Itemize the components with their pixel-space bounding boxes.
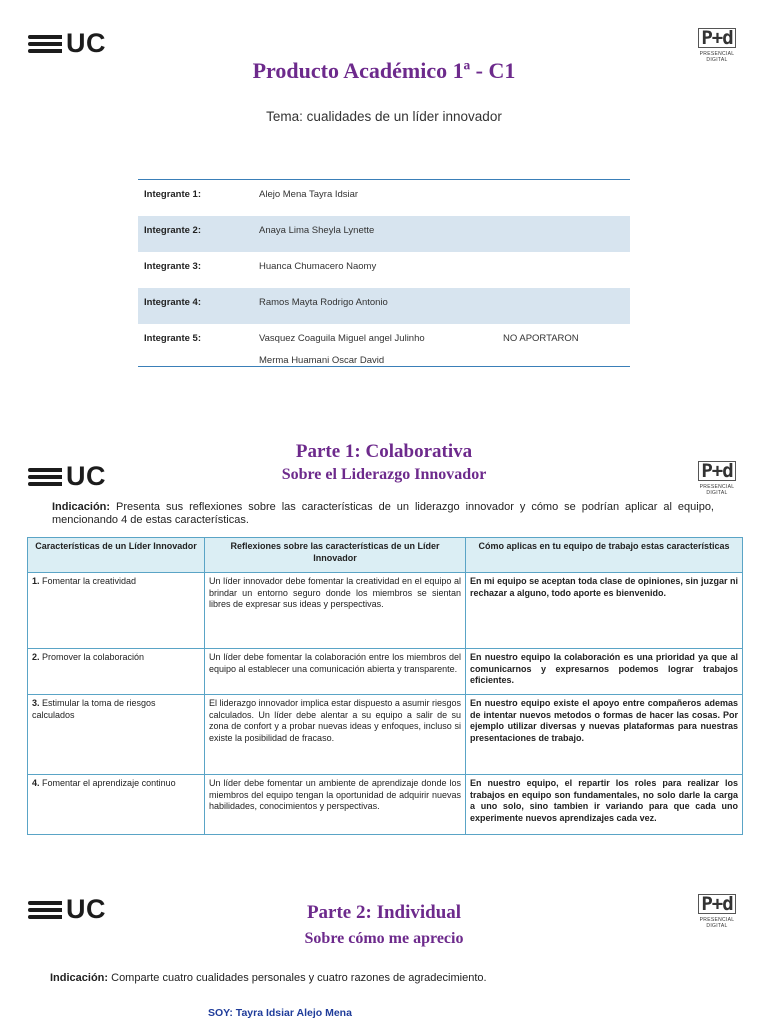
member-label: Integrante 4: bbox=[144, 297, 202, 308]
members-table bbox=[138, 179, 630, 367]
characteristic-cell bbox=[28, 695, 205, 775]
member-name: Ramos Mayta Rodrigo Antonio bbox=[259, 297, 388, 308]
reflection-cell: Un líder debe fomentar un ambiente de aprendizaje donde los miembros del equipo tengan la oportunidad de adquirir nuevas habilidades, conocimientos y perspectivas. bbox=[205, 775, 466, 835]
table-row bbox=[28, 573, 743, 649]
uc-logo-icon bbox=[28, 35, 62, 53]
member-label: Integrante 1: bbox=[144, 189, 202, 200]
part1-indication bbox=[52, 501, 714, 527]
table-header-row bbox=[28, 538, 743, 573]
pd-logo bbox=[692, 461, 742, 496]
part1-subtitle: Sobre el Liderazgo Innovador bbox=[281, 466, 487, 483]
table-row bbox=[28, 775, 743, 835]
indication-label: Indicación: bbox=[52, 501, 111, 513]
uc-logo-text: UC bbox=[66, 28, 106, 58]
row-number: 2. bbox=[32, 652, 40, 662]
member-label: Integrante 5: bbox=[144, 333, 202, 344]
pd-logo-mark: P+d bbox=[698, 461, 735, 481]
member-row bbox=[138, 288, 630, 324]
member-label: Integrante 2: bbox=[144, 225, 202, 236]
indication-label: Indicación: bbox=[50, 972, 109, 984]
document-title: Producto Académico 1ª - C1 bbox=[252, 58, 516, 83]
reflection-cell: El liderazgo innovador implica estar dispuesto a asumir riesgos calculados. Un líder debe alentar a su equipo a salir de su zona de confort y a probar nuevas ideas y enfoques, incluso si existe la posibilidad de fracaso. bbox=[205, 695, 466, 775]
reflection-cell: Un líder debe fomentar la colaboración entre los miembros del equipo al establecer una comunicación abierta y transparente. bbox=[205, 649, 466, 695]
table-row bbox=[28, 649, 743, 695]
member-name: Huanca Chumacero Naomy bbox=[259, 261, 377, 272]
pd-logo-mark: P+d bbox=[698, 28, 735, 48]
uc-logo bbox=[28, 461, 106, 492]
member-name: Alejo Mena Tayra Idsiar bbox=[259, 189, 359, 200]
part2-indication bbox=[50, 972, 730, 985]
characteristic-text: Fomentar la creatividad bbox=[39, 576, 137, 586]
application-cell: En nuestro equipo, el repartir los roles para realizar los trabajos en equipo son fundamentales, no solo darle la carga a uno solo, sino tambien ir variando para que cada uno experimente nuevos aprendizajes cada vez. bbox=[466, 775, 743, 835]
application-cell: En nuestro equipo existe el apoyo entre compañeros ademas de intentar nuevos metodos o formas de hacer las cosas. Por ejemplo utilizar diversas y nuevas plataformas para nuestras presentaciones de trabajo. bbox=[466, 695, 743, 775]
member-name: Vasquez Coaguila Miguel angel Julinho bbox=[259, 333, 425, 344]
application-cell: En nuestro equipo la colaboración es una prioridad ya que al comunicarnos y expresarnos podemos lograr trabajos eficientes. bbox=[466, 649, 743, 695]
characteristics-table bbox=[27, 537, 743, 835]
pd-logo-mark: P+d bbox=[698, 894, 735, 914]
row-number: 3. bbox=[32, 698, 40, 708]
row-number: 4. bbox=[32, 778, 40, 788]
uc-logo-text: UC bbox=[66, 461, 106, 491]
characteristic-cell bbox=[28, 775, 205, 835]
soy-heading: SOY: Tayra Idsiar Alejo Mena bbox=[208, 1007, 352, 1019]
characteristic-cell bbox=[28, 573, 205, 649]
member-row bbox=[138, 324, 630, 366]
indication-text: Comparte cuatro cualidades personales y cuatro razones de agradecimiento. bbox=[108, 972, 487, 984]
member-label: Integrante 3: bbox=[144, 261, 202, 272]
characteristic-text: Promover la colaboración bbox=[39, 652, 145, 662]
column-header: Características de un Líder Innovador bbox=[28, 538, 205, 573]
reflection-cell: Un líder innovador debe fomentar la creatividad en el equipo al brindar un entorno seguro donde los miembros se sientan libres de expresar sus ideas y perspectivas. bbox=[205, 573, 466, 649]
table-row bbox=[28, 695, 743, 775]
member-name-extra: Merma Huamani Oscar David bbox=[259, 355, 385, 366]
characteristic-text: Fomentar el aprendizaje continuo bbox=[39, 778, 176, 788]
member-name-cell bbox=[259, 324, 630, 366]
uc-logo-text: UC bbox=[66, 894, 106, 924]
part2-title: Parte 2: Individual bbox=[306, 902, 462, 923]
column-header: Cómo aplicas en tu equipo de trabajo estas características bbox=[466, 538, 743, 573]
pd-logo-subtitle: PRESENCIAL DIGITAL bbox=[699, 51, 735, 63]
member-row bbox=[138, 180, 630, 216]
part2-subtitle: Sobre cómo me aprecio bbox=[304, 930, 464, 947]
row-number: 1. bbox=[32, 576, 40, 586]
member-row bbox=[138, 216, 630, 252]
column-header: Reflexiones sobre las características de un Líder Innovador bbox=[205, 538, 466, 573]
characteristic-text: Estimular la toma de riesgos calculados bbox=[32, 698, 156, 720]
member-name: Anaya Lima Sheyla Lynette bbox=[259, 225, 375, 236]
pd-logo-subtitle: PRESENCIAL DIGITAL bbox=[699, 484, 735, 496]
application-cell: En mi equipo se aceptan toda clase de opiniones, sin juzgar ni rechazar a alguno, todo aporte es bienvenido. bbox=[466, 573, 743, 649]
part1-title: Parte 1: Colaborativa bbox=[295, 441, 473, 462]
member-note: NO APORTARON bbox=[503, 333, 579, 344]
document-theme: Tema: cualidades de un líder innovador bbox=[266, 109, 502, 124]
uc-logo-icon bbox=[28, 468, 62, 486]
member-row bbox=[138, 252, 630, 288]
indication-text: Presenta sus reflexiones sobre las características de un liderazgo innovador y cómo se podrían aplicar al equipo, mencionando 4 de estas características. bbox=[52, 501, 714, 526]
characteristic-cell bbox=[28, 649, 205, 695]
uc-logo bbox=[28, 28, 106, 59]
pd-logo-subtitle: PRESENCIAL DIGITAL bbox=[699, 917, 735, 929]
